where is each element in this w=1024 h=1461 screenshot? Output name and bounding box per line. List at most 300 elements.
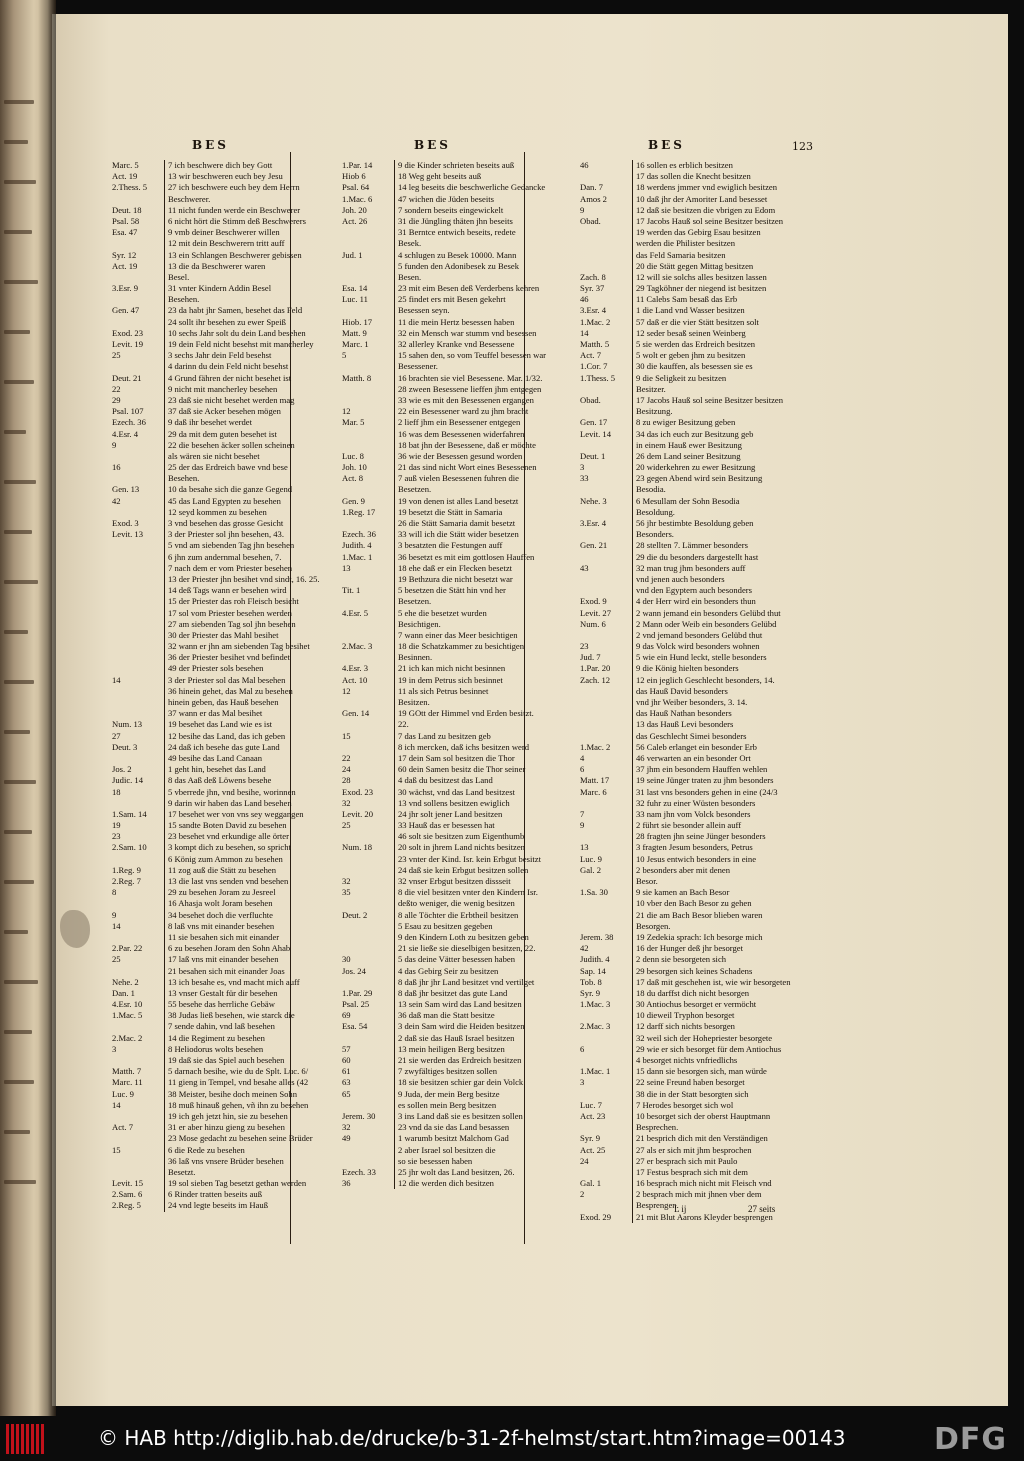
entry-text: 8 das Aaß deß Löwens besehe <box>164 775 344 786</box>
scripture-reference <box>342 977 394 988</box>
scripture-reference: 42 <box>112 495 121 506</box>
paper-stain <box>60 910 90 948</box>
scripture-reference <box>112 630 164 641</box>
concordance-entry <box>342 1033 574 1044</box>
scripture-reference <box>342 429 394 440</box>
concordance-entry <box>342 887 574 898</box>
entry-text: 16 was dem Besessenen widerfahren <box>394 429 574 440</box>
scripture-reference <box>112 451 164 462</box>
scripture-reference: 46 <box>580 160 589 170</box>
entry-text: 19 von denen ist alles Land besetzt <box>394 496 574 507</box>
concordance-entry <box>112 1145 344 1156</box>
concordance-entry <box>342 820 574 831</box>
concordance-entry <box>112 261 344 272</box>
concordance-entry <box>580 294 812 305</box>
entry-text: Besprengen. <box>632 1200 812 1211</box>
concordance-entry <box>342 451 574 462</box>
scripture-reference: Hiob 6 <box>342 171 366 182</box>
scripture-reference: Marc. 1 <box>342 339 369 349</box>
entry-text: 1 geht hin, besehet das Land <box>164 764 344 775</box>
entry-text: 11 gieng in Tempel, vnd besahe alles (42 <box>164 1077 344 1088</box>
scripture-reference <box>342 395 394 406</box>
scripture-reference: 14 <box>112 674 121 685</box>
concordance-entry <box>580 798 812 809</box>
concordance-entry <box>580 1200 812 1211</box>
concordance-entry <box>342 261 574 272</box>
scripture-reference: 2.Mac. 2 <box>112 1032 143 1043</box>
entry-text: 28 fragten jhn seine Jünger besonders <box>632 831 812 842</box>
entry-text: 3 der Priester sol jhn besehen, 43. <box>164 529 344 540</box>
scripture-reference <box>580 507 632 518</box>
scripture-reference <box>580 921 632 932</box>
concordance-entry <box>112 518 344 529</box>
signature-mark: L ij <box>674 1204 687 1214</box>
entry-text: vnd jhr Weiber besonders, 3. 14. <box>632 697 812 708</box>
concordance-entry <box>580 809 812 820</box>
concordance-entry <box>112 1122 344 1133</box>
concordance-entry <box>112 272 344 283</box>
entry-text: 46 verwarten an ein besonder Ort <box>632 753 812 764</box>
entry-text: Besprechen. <box>632 1122 812 1133</box>
concordance-entry <box>580 1111 812 1122</box>
entry-text: 20 die Stätt gegen Mittag besitzen <box>632 261 812 272</box>
entry-text: Besorgen. <box>632 921 812 932</box>
scripture-reference <box>112 1111 164 1122</box>
scripture-reference: Luc. 7 <box>580 1099 602 1110</box>
concordance-entry <box>580 1021 812 1032</box>
scripture-reference: 23 <box>112 831 121 842</box>
concordance-entry <box>112 887 344 898</box>
concordance-entry <box>112 1100 344 1111</box>
concordance-entry <box>112 585 344 596</box>
concordance-entry <box>112 910 344 921</box>
concordance-entry <box>342 395 574 406</box>
entry-text: 7 sondern beseits eingewickelt <box>394 205 574 216</box>
entry-text: 12 darff sich nichts besorgen <box>632 1021 812 1032</box>
scripture-reference: Deut. 1 <box>580 450 606 461</box>
concordance-entry <box>580 496 812 507</box>
concordance-entry <box>342 966 574 977</box>
concordance-entry <box>112 988 344 999</box>
scripture-reference: 25 <box>112 350 121 361</box>
scripture-reference: 14 <box>580 327 589 338</box>
entry-text: 36 laß vns vnsere Brüder besehen <box>164 1156 344 1167</box>
scripture-reference <box>580 697 632 708</box>
entry-text: 7 nach dem er vom Priester besehen <box>164 563 344 574</box>
scripture-reference <box>112 966 164 977</box>
scripture-reference <box>342 384 394 395</box>
entry-text: 10 dieweil Tryphon besorget <box>632 1010 812 1021</box>
entry-text: 9 das Volck wird besonders wohnen <box>632 641 812 652</box>
concordance-entry <box>112 820 344 831</box>
entry-text: 19 dein Feld nicht besehst mit mancherley <box>164 339 344 350</box>
scripture-reference: Nehe. 3 <box>580 495 607 506</box>
concordance-entry <box>112 317 344 328</box>
scripture-reference: Obad. <box>580 215 601 226</box>
scripture-reference: Psal. 58 <box>112 215 140 226</box>
entry-text: 12 daß sie besitzen die vbrigen zu Edom <box>632 205 812 216</box>
concordance-entry <box>580 865 812 876</box>
entry-text: 17 daß mit geschehen ist, wie wir besorgeten <box>632 977 812 988</box>
concordance-entry <box>342 1111 574 1122</box>
concordance-entry <box>580 999 812 1010</box>
entry-text: 2 vnd jemand besonders Gelübd thut <box>632 630 812 641</box>
scripture-reference: 13 <box>580 842 589 853</box>
column-header-3: BES <box>648 138 685 152</box>
concordance-entry <box>580 686 812 697</box>
entry-text: 16 Ahasja wolt Joram besehen <box>164 898 344 909</box>
entry-text: 5 vnd am siebenden Tag jhn besehen <box>164 540 344 551</box>
entry-text: 32 weil sich der Hohepriester besorgete <box>632 1033 812 1044</box>
entry-text: das Feld Samaria besitzen <box>632 250 812 261</box>
entry-text: das Hauß Nathan besonders <box>632 708 812 719</box>
concordance-entry <box>580 608 812 619</box>
concordance-entry <box>342 529 574 540</box>
scripture-reference: 43 <box>580 562 589 573</box>
entry-text: 2 lieff jhm ein Besessener entgegen <box>394 417 574 428</box>
concordance-entry <box>342 932 574 943</box>
entry-text: so sie besessen haben <box>394 1156 574 1167</box>
entry-text: 8 Heliodorus wolts besehen <box>164 1044 344 1055</box>
concordance-entry <box>580 171 812 182</box>
concordance-entry <box>342 1044 574 1055</box>
concordance-entry <box>112 842 344 853</box>
entry-text: 7 wann einer das Meer besichtigen <box>394 630 574 641</box>
scripture-reference: Marc. 11 <box>112 1077 143 1088</box>
concordance-entry <box>580 708 812 719</box>
concordance-entry <box>112 697 344 708</box>
scripture-reference: 18 <box>112 786 121 797</box>
entry-text: 1 warumb besitzt Malchom Gad <box>394 1133 574 1144</box>
entry-text: 3 besatzten die Festungen auff <box>394 540 574 551</box>
entry-text: 5 wolt er geben jhm zu besitzen <box>632 350 812 361</box>
entry-text: 2 wann jemand ein besonders Gelübd thut <box>632 608 812 619</box>
entry-text: 34 besehet doch die verfluchte <box>164 910 344 921</box>
entry-text: 3 kompt dich zu besehen, so spricht <box>164 842 344 853</box>
scripture-reference <box>342 484 394 495</box>
concordance-entry <box>112 305 344 316</box>
scripture-reference: Gen. 14 <box>342 708 370 719</box>
entry-text: 12 ein jeglich Geschlecht besonders, 14. <box>632 675 812 686</box>
entry-text: 12 seyd kommen zu besehen <box>164 507 344 518</box>
scripture-reference: 1.Mac. 3 <box>580 999 611 1010</box>
concordance-entry <box>112 1021 344 1032</box>
scripture-reference: 1.Mac. 2 <box>580 316 611 327</box>
entry-text: 24 sollt ihr besehen zu ewer Speiß <box>164 317 344 328</box>
scripture-reference <box>112 898 164 909</box>
concordance-entry <box>112 943 344 954</box>
scripture-reference: Nehe. 2 <box>112 976 139 987</box>
scripture-reference: 7 <box>580 808 585 819</box>
entry-text: Besonders. <box>632 529 812 540</box>
scripture-reference <box>112 932 164 943</box>
entry-text: 5 funden den Adonibesek zu Besek <box>394 261 574 272</box>
scripture-reference <box>112 798 164 809</box>
concordance-entry <box>580 641 812 652</box>
concordance-entry <box>580 384 812 395</box>
concordance-entry <box>342 373 574 384</box>
entry-text: 16 besprach mich nicht mit Fleisch vnd <box>632 1178 812 1189</box>
concordance-entry <box>580 227 812 238</box>
entry-text: 23 vnd da sie das Land besassen <box>394 1122 574 1133</box>
entry-text: 29 die du besonders dargestellt hast <box>632 552 812 563</box>
concordance-entry <box>112 686 344 697</box>
entry-text: 38 die in der Statt besorgten sich <box>632 1089 812 1100</box>
scripture-reference: 3 <box>580 1077 585 1088</box>
scripture-reference <box>342 261 394 272</box>
scripture-reference: 3.Esr. 4 <box>580 518 607 528</box>
concordance-entry <box>112 596 344 607</box>
concordance-entry <box>112 652 344 663</box>
concordance-entry <box>580 261 812 272</box>
entry-text: 19 GOtt der Himmel vnd Erden besitzt. <box>394 708 574 719</box>
scripture-reference <box>112 317 164 328</box>
concordance-entry <box>580 1033 812 1044</box>
entry-text: 4 der Herr wird ein besonders thun <box>632 596 812 607</box>
entry-text: 46 solt sie besitzen zum Eigenthumb <box>394 831 574 842</box>
concordance-entry <box>112 764 344 775</box>
concordance-entry <box>342 250 574 261</box>
concordance-entry <box>580 361 812 372</box>
entry-text: 13 ich besahe es, vnd macht mich auff <box>164 977 344 988</box>
concordance-entry <box>342 1055 574 1066</box>
concordance-entry <box>580 831 812 842</box>
concordance-entry <box>112 406 344 417</box>
concordance-entry <box>580 194 812 205</box>
concordance-entry <box>342 194 574 205</box>
scripture-reference: Tit. 1 <box>342 585 361 596</box>
scripture-reference: Gal. 1 <box>580 1178 602 1189</box>
entry-text: Besitzung. <box>632 406 812 417</box>
concordance-entry <box>580 887 812 898</box>
scripture-reference <box>342 921 394 932</box>
entry-text: 36 daß man die Statt besitze <box>394 1010 574 1021</box>
entry-text: vnd den Egyptern auch besonders <box>632 585 812 596</box>
concordance-entry <box>112 865 344 876</box>
scripture-reference: Obad. <box>580 394 601 405</box>
concordance-entry <box>580 473 812 484</box>
entry-text: 3 dein Sam wird die Heiden besitzen <box>394 1021 574 1032</box>
concordance-entry <box>342 339 574 350</box>
concordance-entry <box>580 238 812 249</box>
entry-text: 20 solt in jhrem Land nichts besitzen <box>394 842 574 853</box>
scripture-reference: 2.Reg. 7 <box>112 876 141 886</box>
scripture-reference: Tob. 8 <box>580 976 602 987</box>
scripture-reference <box>112 652 164 663</box>
concordance-entry <box>342 977 574 988</box>
entry-text: 26 die Stätt Samaria damit besetzt <box>394 518 574 529</box>
scripture-reference <box>342 361 394 372</box>
concordance-entry <box>580 182 812 193</box>
concordance-entry <box>580 518 812 529</box>
concordance-entry <box>580 954 812 965</box>
scripture-reference <box>580 440 632 451</box>
entry-text: Besel. <box>164 272 344 283</box>
concordance-entry <box>342 317 574 328</box>
scripture-reference: 22 <box>112 383 121 394</box>
concordance-entry <box>112 552 344 563</box>
scripture-reference: 33 <box>580 473 589 484</box>
concordance-entry <box>342 921 574 932</box>
entry-text: 9 daß ihr besehet werdet <box>164 417 344 428</box>
scripture-reference: 69 <box>342 1010 351 1021</box>
scripture-reference <box>342 742 394 753</box>
concordance-entry <box>580 350 812 361</box>
scripture-reference: Psal. 64 <box>342 182 370 193</box>
concordance-entry <box>342 328 574 339</box>
entry-text: 32 wann er jhn am siebenden Tag besihet <box>164 641 344 652</box>
scripture-reference <box>342 305 394 316</box>
concordance-entry <box>580 675 812 686</box>
concordance-entry <box>580 585 812 596</box>
concordance-entry <box>342 361 574 372</box>
concordance-entry <box>342 574 574 585</box>
scripture-reference <box>580 731 632 742</box>
concordance-entry <box>342 1010 574 1021</box>
copyright-url-text[interactable]: © HAB http://diglib.hab.de/drucke/b-31-2f-helmst/start.htm?image=00143 <box>98 1426 846 1450</box>
entry-text: 17 besehet wer von vns sey weggangen <box>164 809 344 820</box>
concordance-entry <box>580 943 812 954</box>
concordance-entry <box>112 540 344 551</box>
entry-text: 19 in dem Petrus sich besinnet <box>394 675 574 686</box>
entry-text: 32 ein Mensch war stumm vnd besessen <box>394 328 574 339</box>
scripture-reference <box>580 1010 632 1021</box>
entry-text: 10 besorget sich der oberst Hauptmann <box>632 1111 812 1122</box>
scripture-reference: 63 <box>342 1077 351 1088</box>
concordance-entry <box>112 999 344 1010</box>
concordance-entry <box>342 540 574 551</box>
entry-text: 10 daß jhr der Amoriter Land besesset <box>632 194 812 205</box>
concordance-entry <box>112 753 344 764</box>
concordance-entry <box>112 854 344 865</box>
scripture-reference: Syr. 9 <box>580 987 601 998</box>
concordance-entry <box>112 373 344 384</box>
concordance-entry <box>342 406 574 417</box>
scripture-reference <box>580 406 632 417</box>
scripture-reference: 12 <box>342 685 351 696</box>
entry-text: 17 dein Sam sol besitzen die Thor <box>394 753 574 764</box>
scripture-reference: 4.Esr. 10 <box>112 999 143 1010</box>
scripture-reference: Marc. 6 <box>580 786 607 797</box>
entry-text: 32 allerley Kranke vnd Besessene <box>394 339 574 350</box>
scripture-reference: Exod. 23 <box>112 327 144 338</box>
scripture-reference: 3 <box>580 462 585 473</box>
scripture-reference: 9 <box>580 204 585 215</box>
concordance-entry <box>342 1066 574 1077</box>
concordance-entry <box>580 898 812 909</box>
scripture-reference <box>112 1055 164 1066</box>
concordance-entry <box>580 1145 812 1156</box>
scripture-reference: 65 <box>342 1088 351 1099</box>
concordance-entry <box>580 1055 812 1066</box>
entry-text: 27 er besprach sich mit Paulo <box>632 1156 812 1167</box>
scripture-reference: Matt. 17 <box>580 775 610 786</box>
scripture-reference: 1.Sam. 14 <box>112 808 147 819</box>
scripture-reference: Act. 7 <box>112 1122 134 1133</box>
concordance-entry <box>580 1212 812 1223</box>
scripture-reference: Mar. 5 <box>342 417 365 428</box>
scripture-reference <box>342 518 394 529</box>
scripture-reference: Deut. 3 <box>112 741 138 752</box>
entry-text: 15 sandte Boten David zu besehen <box>164 820 344 831</box>
concordance-entry <box>342 563 574 574</box>
scripture-reference <box>342 932 394 943</box>
entry-text: 19 daß sie das Spiel auch besehen <box>164 1055 344 1066</box>
concordance-entry <box>580 652 812 663</box>
scripture-reference: Esa. 54 <box>342 1021 368 1032</box>
entry-text: 2 denn sie besorgeten sich <box>632 954 812 965</box>
scripture-reference: Dan. 1 <box>112 987 135 998</box>
scripture-reference: Judic. 14 <box>112 775 144 786</box>
entry-text: Besessener. <box>394 361 574 372</box>
entry-text: 29 Tagköhner der niegend ist besitzen <box>632 283 812 294</box>
entry-text: 28 stellten 7. Lämmer besonders <box>632 540 812 551</box>
scripture-reference <box>342 574 394 585</box>
scripture-reference: Num. 18 <box>342 842 373 853</box>
scripture-reference <box>112 272 164 283</box>
entry-text: in einem Hauß ewer Besitzung <box>632 440 812 451</box>
scripture-reference <box>112 585 164 596</box>
concordance-entry <box>580 630 812 641</box>
entry-text: 8 daß jhr jhr Land besitzet vnd vertilget <box>394 977 574 988</box>
concordance-entry <box>342 865 574 876</box>
concordance-entry <box>342 473 574 484</box>
scripture-reference: Joh. 20 <box>342 204 367 215</box>
entry-text: 21 die am Bach Besor blieben waren <box>632 910 812 921</box>
entry-text: 5 Esau zu besitzen gegeben <box>394 921 574 932</box>
concordance-entry <box>112 1178 344 1189</box>
scripture-reference <box>580 898 632 909</box>
concordance-entry <box>342 283 574 294</box>
concordance-entry <box>112 294 344 305</box>
concordance-entry <box>342 619 574 630</box>
entry-text: 33 nam jhn vom Volck besonders <box>632 809 812 820</box>
scripture-reference <box>580 585 632 596</box>
scripture-reference: Judith. 4 <box>580 954 610 965</box>
concordance-entry <box>112 473 344 484</box>
concordance-entry <box>112 932 344 943</box>
concordance-entry <box>112 451 344 462</box>
entry-text: 47 wichen die Jüden beseits <box>394 194 574 205</box>
concordance-entry <box>342 305 574 316</box>
concordance-entry <box>580 619 812 630</box>
concordance-entry <box>342 697 574 708</box>
entry-text: 13 die last vns senden vnd besehen <box>164 876 344 887</box>
concordance-entry <box>112 608 344 619</box>
scripture-reference <box>580 227 632 238</box>
entry-text: 12 die werden dich besitzen <box>394 1178 574 1189</box>
scripture-reference <box>580 910 632 921</box>
concordance-entry <box>112 809 344 820</box>
scripture-reference: 61 <box>342 1066 351 1077</box>
concordance-entry <box>342 507 574 518</box>
concordance-entry <box>112 1066 344 1077</box>
concordance-entry <box>112 194 344 205</box>
concordance-entry <box>580 440 812 451</box>
entry-text: 23 vnter der Kind. Isr. kein Erbgut besitzt <box>394 854 574 865</box>
concordance-entry <box>342 1122 574 1133</box>
scripture-reference: Luc. 11 <box>342 294 368 305</box>
entry-text: 31 last vns besonders gehen in eine (24/3 <box>632 787 812 798</box>
entry-text: 6 die Rede zu besehen <box>164 1145 344 1156</box>
scripture-reference: Deut. 18 <box>112 204 142 215</box>
concordance-entry <box>342 171 574 182</box>
entry-text: 17 sol vom Priester besehen werden <box>164 608 344 619</box>
concordance-entry <box>342 585 574 596</box>
entry-text: 10 vber den Bach Besor zu gehen <box>632 898 812 909</box>
scripture-reference <box>580 876 632 887</box>
entry-text: 19 Bethzura die nicht besetzt war <box>394 574 574 585</box>
